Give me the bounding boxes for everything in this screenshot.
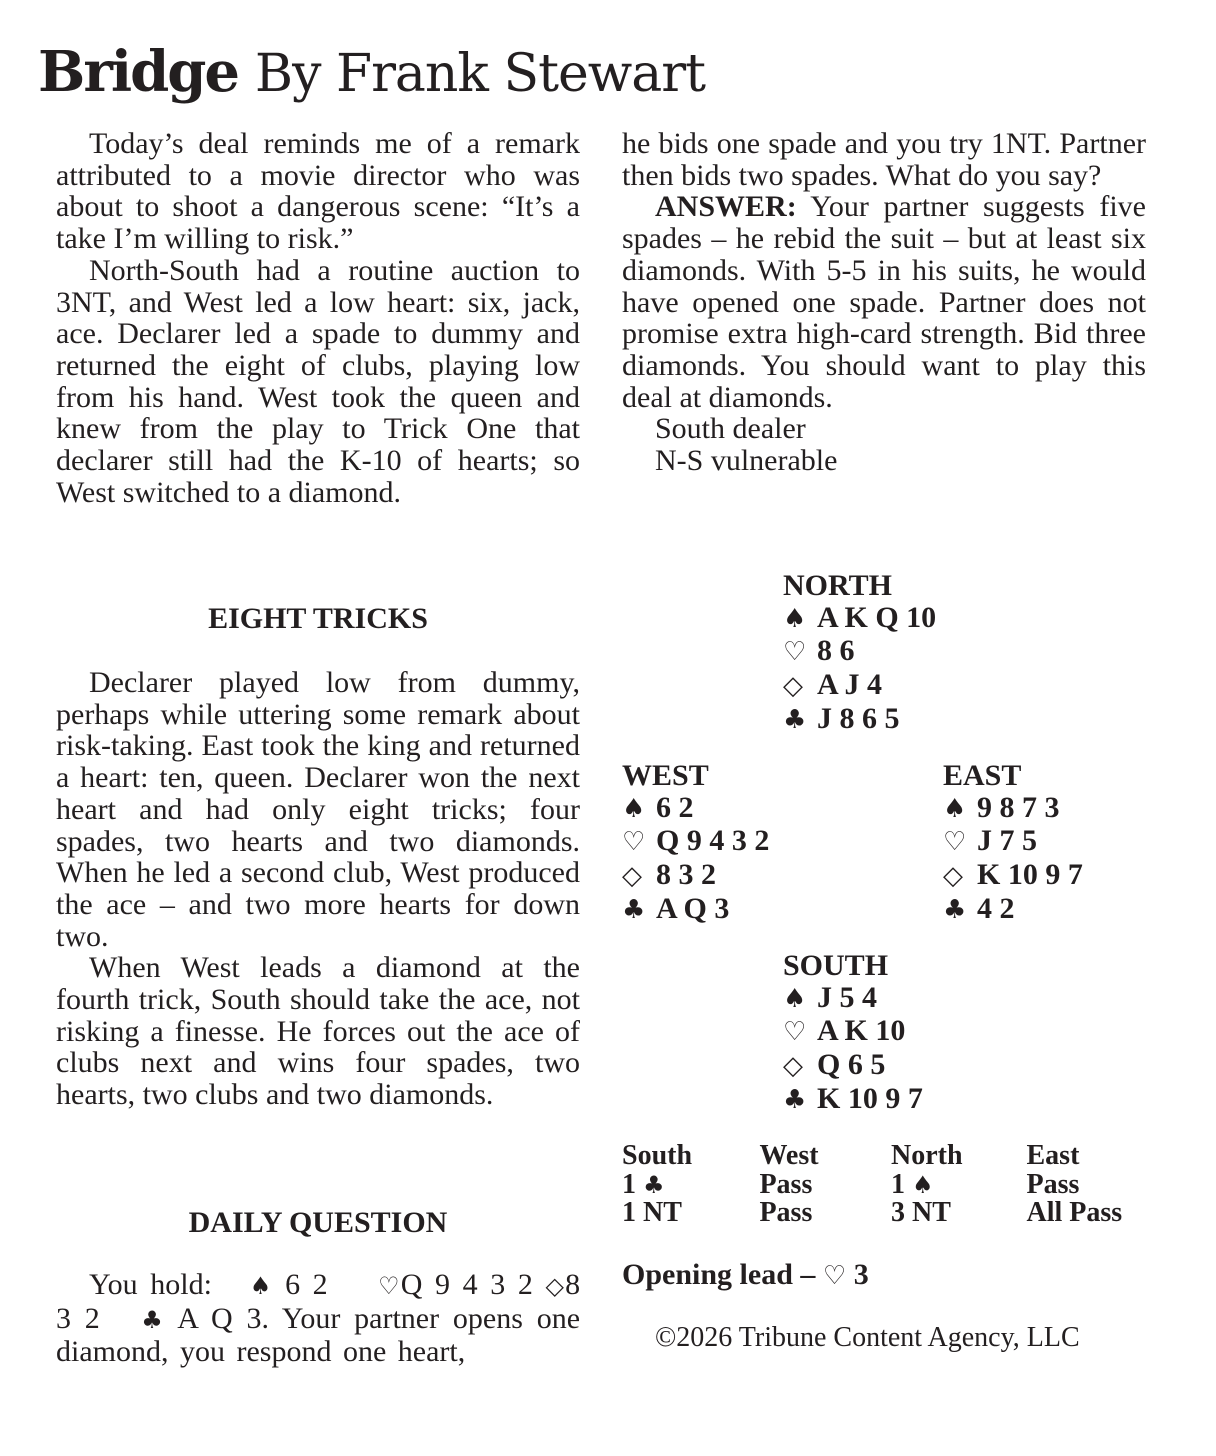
spade-icon: ♠	[249, 1272, 273, 1300]
hold-hearts: Q 9 4 3 2	[400, 1268, 533, 1301]
hand-east	[943, 760, 1083, 927]
spade-icon: ♠	[943, 793, 967, 824]
answer-paragraph	[622, 191, 1146, 413]
hand-west-clubs	[622, 893, 769, 927]
hand-south-clubs	[783, 1083, 923, 1117]
cards: A K Q 10	[817, 600, 937, 634]
cards: Q 9 4 3 2	[656, 824, 770, 858]
auction-header-row	[622, 1142, 1162, 1171]
auction-bid	[622, 1168, 759, 1200]
spade-icon: ♠	[912, 1170, 934, 1199]
dealer: South dealer	[655, 412, 806, 446]
auction-bid: Pass	[759, 1197, 813, 1228]
you-hold-paragraph	[56, 1269, 580, 1368]
heart-icon: ♡	[822, 1261, 847, 1291]
copyright: ©2026 Tribune Content Agency, LLC	[655, 1322, 1080, 1353]
hand-label: EAST	[943, 759, 1022, 792]
hand-north-clubs	[783, 703, 936, 737]
diamond-icon: ◇	[622, 861, 642, 892]
hand-north-spades	[783, 602, 936, 636]
cards: 8 6	[817, 634, 855, 668]
cards: K 10 9 7	[817, 1081, 923, 1115]
intro-column	[56, 128, 580, 508]
hand-south	[783, 950, 923, 1117]
hand-west-hearts	[622, 825, 769, 859]
vulnerability: N-S vulnerable	[655, 444, 838, 478]
spade-icon: ♠	[622, 793, 646, 824]
cards: 6 2	[656, 790, 694, 824]
auction-bid: Pass	[759, 1168, 813, 1200]
auction-header-north: North	[891, 1140, 963, 1171]
auction-bid: All Pass	[1026, 1197, 1123, 1228]
hand-north-hearts	[783, 635, 936, 669]
cards: A Q 3	[656, 891, 730, 925]
auction-header-south: South	[622, 1140, 693, 1171]
cards: 9 8 7 3	[977, 790, 1060, 824]
opening-lead	[622, 1258, 869, 1293]
heart-icon: ♡	[943, 827, 967, 858]
diamond-icon: ◇	[943, 861, 963, 892]
hand-label: NORTH	[783, 569, 892, 602]
eight-tricks-section	[56, 667, 580, 1111]
hold-diamonds: 8 3 2	[56, 1268, 581, 1335]
hand-east-hearts	[943, 825, 1083, 859]
eight-tricks-paragraph-2: When West leads a diamond at the fourth trick, South should take the ace, not risking a finesse. He forces out the ace of clubs next and wins four spades, two hearts, two clubs and two diamonds.	[56, 951, 580, 1112]
heart-icon: ♡	[378, 1272, 401, 1300]
cards: K 10 9 7	[977, 858, 1083, 892]
answer-text: Your partner suggests five spades – he rebid the suit – but at least six diamonds. With 5-5 in his suits, he would have opened one spade. Partner does not promise extra high-card strength. Bid three diamonds. You should want to play this deal at diamonds.	[622, 190, 1146, 414]
page-title	[38, 40, 705, 106]
hand-north-diamonds	[783, 669, 936, 703]
club-icon: ♣	[141, 1305, 166, 1334]
bid-level: 1	[622, 1168, 636, 1200]
question-text-start: . Your partner opens one diamond, you respond one heart,	[56, 1301, 581, 1369]
spade-icon: ♠	[783, 603, 807, 634]
hand-label: SOUTH	[783, 949, 889, 982]
hand-label: WEST	[622, 759, 709, 792]
auction-bid: 1 NT	[622, 1197, 682, 1228]
cards: A J 4	[817, 668, 883, 702]
hand-west-spades	[622, 792, 769, 826]
title-byline: By Frank Stewart	[254, 44, 706, 104]
you-hold-label: You hold:	[89, 1268, 212, 1301]
auction-row	[622, 1199, 1162, 1228]
auction-bid: 3 NT	[891, 1197, 951, 1228]
eight-tricks-paragraph-1: Declarer played low from dummy, perhaps while uttering some remark about risk-taking. East took the king and returned a heart: ten, queen. Declarer won the next heart and had only eight tricks; four spades, two hearts and two diamonds. When he led a second club, West produced the ace – and two more hearts for down two.	[56, 666, 580, 953]
cards: A K 10	[817, 1014, 906, 1048]
cards: J 5 4	[817, 980, 877, 1014]
hold-clubs: A Q 3	[177, 1301, 262, 1335]
heart-icon: ♡	[783, 637, 807, 668]
heading-daily-question: DAILY QUESTION	[188, 1206, 448, 1239]
hold-spades: 6 2	[285, 1268, 328, 1301]
auction-table	[622, 1142, 1162, 1228]
title-bridge: Bridge	[38, 39, 239, 105]
club-icon: ♣	[783, 704, 807, 735]
auction-bid	[891, 1168, 1026, 1200]
diamond-icon: ◇	[545, 1272, 566, 1300]
intro-paragraph-2: North-South had a routine auction to 3NT, and West led a low heart: six, jack, ace. Declarer led a spade to dummy and returned the eight of clubs, playing low from his hand. West took the queen and knew from the play to Trick One that declarer still had the K-10 of hearts; so West switched to a diamond.	[56, 253, 580, 509]
hand-west-diamonds	[622, 859, 769, 893]
heart-icon: ♡	[622, 827, 646, 858]
intro-paragraph-1: Today’s deal reminds me of a remark attributed to a movie director who was about to shoot a dangerous scene: “It’s a take I’m willing to risk.”	[56, 127, 580, 256]
opening-lead-card: 3	[853, 1258, 869, 1291]
hand-north	[783, 570, 936, 737]
club-icon: ♣	[783, 1084, 807, 1115]
opening-lead-label: Opening lead –	[622, 1258, 816, 1291]
hand-east-spades	[943, 792, 1083, 826]
right-column	[622, 128, 1146, 477]
bid-level: 1	[891, 1168, 906, 1200]
hand-south-spades	[783, 982, 923, 1016]
auction-header-west: West	[759, 1140, 819, 1171]
spade-icon: ♠	[783, 983, 807, 1014]
hand-south-hearts	[783, 1015, 923, 1049]
cards: J 7 5	[977, 824, 1037, 858]
diamond-icon: ◇	[783, 671, 803, 702]
daily-question-start	[56, 1269, 580, 1368]
club-icon: ♣	[622, 894, 646, 925]
auction-header-east: East	[1026, 1140, 1080, 1171]
hand-south-diamonds	[783, 1049, 923, 1083]
diamond-icon: ◇	[783, 1051, 803, 1082]
question-text-continued: he bids one spade and you try 1NT. Partner then bids two spades. What do you say?	[622, 127, 1146, 192]
heading-eight-tricks: EIGHT TRICKS	[208, 602, 428, 635]
heart-icon: ♡	[783, 1017, 807, 1048]
cards: Q 6 5	[817, 1048, 886, 1082]
auction-row	[622, 1168, 1162, 1200]
hand-east-clubs	[943, 893, 1083, 927]
cards: 4 2	[977, 891, 1015, 925]
auction-bid: Pass	[1026, 1168, 1080, 1200]
hand-west	[622, 760, 769, 927]
hand-east-diamonds	[943, 859, 1083, 893]
club-icon: ♣	[643, 1170, 665, 1199]
answer-label: ANSWER:	[655, 190, 797, 224]
cards: J 8 6 5	[817, 701, 900, 735]
club-icon: ♣	[943, 894, 967, 925]
cards: 8 3 2	[656, 858, 716, 892]
